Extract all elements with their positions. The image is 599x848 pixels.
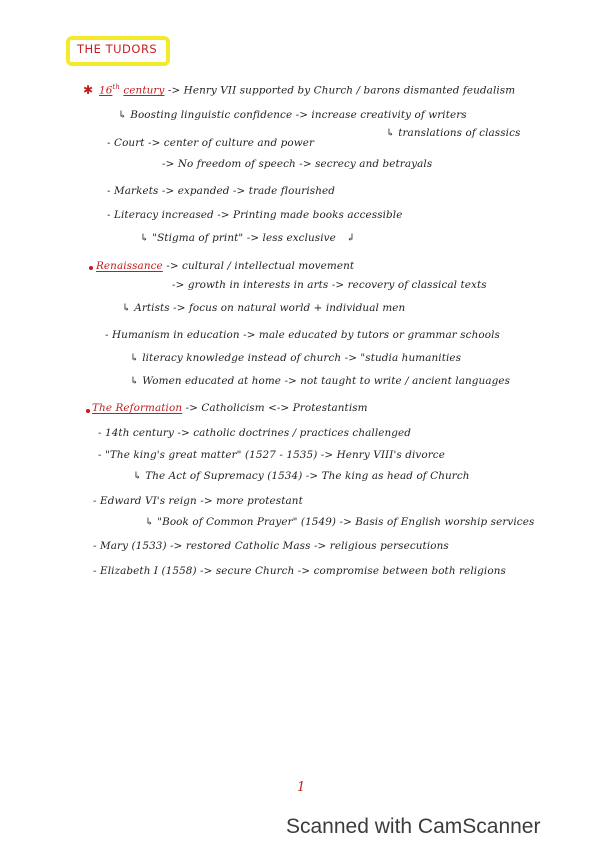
renaissance-line-2: -> growth in interests in arts -> recovery of classical texts — [172, 279, 487, 291]
renaissance-line-1: -> cultural / intellectual movement — [166, 260, 355, 272]
section-heading-reformation — [92, 403, 368, 414]
reformation-heading: The Reformation — [92, 402, 183, 414]
century-line-7: - Literacy increased -> Printing made books accessible — [107, 209, 403, 221]
reformation-line-5: - Edward VI's reign -> more protestant — [93, 495, 303, 507]
reformation-line-1: -> Catholicism <-> Protestantism — [185, 402, 368, 414]
reformation-line-6: ↳ "Book of Common Prayer" (1549) -> Basis of English worship services — [145, 516, 535, 528]
century-line-3: ↳ translations of classics — [386, 127, 521, 139]
reformation-line-8: - Elizabeth I (1558) -> secure Church -> compromise between both religions — [93, 565, 506, 577]
section-heading-renaissance — [96, 261, 354, 272]
century-heading-number: 16 — [99, 84, 113, 97]
century-heading-sup: th — [112, 83, 120, 91]
page-title: THE TUDORS — [77, 42, 158, 56]
renaissance-line-5: ↳ literacy knowledge instead of church -> "studia humanities — [130, 352, 462, 364]
page-number: 1 — [297, 780, 306, 795]
century-line-2: ↳ Boosting linguistic confidence -> increase creativity of writers — [118, 109, 467, 121]
scanner-watermark: Scanned with CamScanner — [286, 815, 541, 838]
star-bullet-icon: ✱ — [83, 83, 94, 97]
reformation-line-2: - 14th century -> catholic doctrines / practices challenged — [98, 427, 412, 439]
century-line-5: -> No freedom of speech -> secrecy and betrayals — [162, 158, 433, 170]
renaissance-bullet-icon — [89, 266, 93, 270]
reformation-bullet-icon — [86, 409, 90, 413]
section-heading-century — [99, 84, 515, 97]
renaissance-heading: Renaissance — [96, 260, 163, 272]
reformation-line-4: ↳ The Act of Supremacy (1534) -> The king as head of Church — [133, 470, 470, 482]
reformation-line-7: - Mary (1533) -> restored Catholic Mass -> religious persecutions — [93, 540, 449, 552]
renaissance-line-4: - Humanism in education -> male educated by tutors or grammar schools — [105, 329, 500, 341]
century-line-1: -> Henry VII supported by Church / barons dismanted feudalism — [167, 84, 516, 97]
return-arrow-icon: ↲ — [346, 232, 355, 244]
century-line-4: - Court -> center of culture and power — [107, 137, 315, 149]
century-heading-word: century — [123, 84, 165, 97]
renaissance-line-6: ↳ Women educated at home -> not taught to write / ancient languages — [130, 375, 511, 387]
reformation-line-3: - "The king's great matter" (1527 - 1535) -> Henry VIII's divorce — [98, 449, 445, 461]
century-line-8-text: ↳ "Stigma of print" -> less exclusive — [140, 232, 336, 244]
century-line-8 — [140, 233, 355, 244]
century-line-6: - Markets -> expanded -> trade flourished — [107, 185, 335, 197]
renaissance-line-3: ↳ Artists -> focus on natural world + individual men — [122, 302, 406, 314]
